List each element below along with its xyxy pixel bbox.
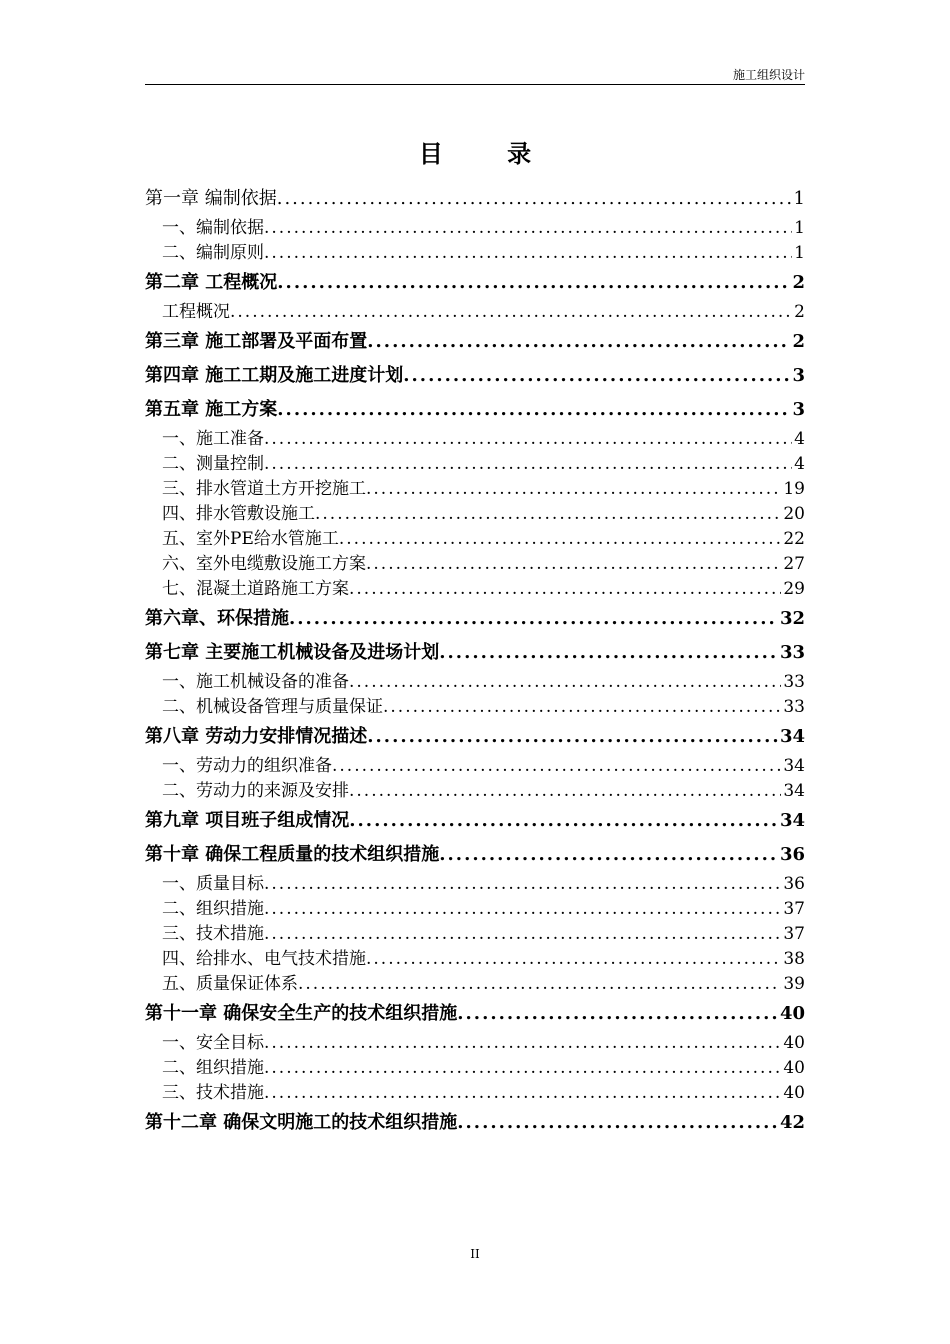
toc-section-entry[interactable] bbox=[145, 216, 805, 241]
toc-section-entry[interactable] bbox=[145, 754, 805, 779]
toc-section-entry[interactable] bbox=[145, 477, 805, 502]
toc-chapter-entry[interactable] bbox=[145, 1106, 805, 1140]
toc-chapter-entry[interactable] bbox=[145, 266, 805, 300]
toc-dot-leader bbox=[264, 872, 781, 897]
toc-entry-page: 39 bbox=[783, 974, 805, 994]
toc-entry-page: 27 bbox=[783, 554, 805, 574]
toc-entry-title: 三、技术措施 bbox=[162, 924, 264, 944]
toc-dot-leader bbox=[264, 922, 781, 947]
toc-dot-leader bbox=[366, 477, 781, 502]
toc-entry-title: 第九章 项目班子组成情况 bbox=[145, 810, 350, 831]
toc-dot-leader bbox=[457, 997, 778, 1031]
toc-chapter-entry[interactable] bbox=[145, 602, 805, 636]
toc-section-entry[interactable] bbox=[145, 872, 805, 897]
toc-dot-leader bbox=[367, 325, 790, 359]
toc-entry-title: 第三章 施工部署及平面布置 bbox=[145, 331, 368, 352]
toc-chapter-entry[interactable] bbox=[145, 359, 805, 393]
toc-dot-leader bbox=[264, 897, 781, 922]
toc-entry-title: 一、安全目标 bbox=[162, 1033, 264, 1053]
toc-dot-leader bbox=[349, 804, 778, 838]
toc-dot-leader bbox=[315, 502, 781, 527]
toc-entry-title: 第八章 劳动力安排情况描述 bbox=[145, 726, 368, 747]
toc-entry-page: 2 bbox=[792, 272, 805, 293]
toc-section-entry[interactable] bbox=[145, 241, 805, 266]
toc-section-entry[interactable] bbox=[145, 897, 805, 922]
toc-entry-title: 工程概况 bbox=[162, 302, 230, 322]
toc-dot-leader bbox=[457, 1106, 778, 1140]
toc-entry-page: 33 bbox=[783, 672, 805, 692]
toc-section-entry[interactable] bbox=[145, 552, 805, 577]
toc-entry-page: 29 bbox=[783, 579, 805, 599]
toc-entry-title: 一、施工准备 bbox=[162, 429, 264, 449]
toc-entry-page: 37 bbox=[783, 899, 805, 919]
toc-title: 目 录 bbox=[418, 139, 560, 168]
toc-dot-leader bbox=[264, 1081, 781, 1106]
toc-section-entry[interactable] bbox=[145, 1031, 805, 1056]
toc-entry-title: 第四章 施工工期及施工进度计划 bbox=[145, 365, 404, 386]
toc-entry-page: 36 bbox=[779, 844, 805, 865]
toc-dot-leader bbox=[439, 838, 778, 872]
toc-dot-leader bbox=[264, 427, 792, 452]
toc-entry-page: 34 bbox=[783, 781, 805, 801]
toc-entry-title: 二、机械设备管理与质量保证 bbox=[162, 697, 383, 717]
toc-chapter-entry[interactable] bbox=[145, 804, 805, 838]
toc-entry-title: 第十章 确保工程质量的技术组织措施 bbox=[145, 844, 440, 865]
toc-dot-leader bbox=[230, 300, 792, 325]
toc-entry-title: 第十一章 确保安全生产的技术组织措施 bbox=[145, 1003, 458, 1024]
toc-entry-page: 33 bbox=[783, 697, 805, 717]
toc-entry-page: 42 bbox=[779, 1112, 805, 1133]
toc-dot-leader bbox=[277, 266, 790, 300]
toc-dot-leader bbox=[366, 552, 781, 577]
toc-entry-title: 七、混凝土道路施工方案 bbox=[162, 579, 349, 599]
toc-entry-page: 40 bbox=[783, 1033, 805, 1053]
toc-section-entry[interactable] bbox=[145, 972, 805, 997]
toc-entry-page: 32 bbox=[779, 608, 805, 629]
toc-dot-leader bbox=[349, 577, 781, 602]
page-number: II bbox=[470, 1247, 480, 1261]
toc-entry-title: 第十二章 确保文明施工的技术组织措施 bbox=[145, 1112, 458, 1133]
toc-entry-page: 2 bbox=[794, 302, 805, 322]
toc-dot-leader bbox=[439, 636, 778, 670]
toc-dot-leader bbox=[366, 947, 781, 972]
toc-section-entry[interactable] bbox=[145, 300, 805, 325]
toc-section-entry[interactable] bbox=[145, 577, 805, 602]
toc-entry-page: 4 bbox=[794, 429, 805, 449]
toc-entry-page: 36 bbox=[783, 874, 805, 894]
toc-dot-leader bbox=[339, 527, 782, 552]
toc-entry-page: 3 bbox=[792, 365, 805, 386]
toc-section-entry[interactable] bbox=[145, 947, 805, 972]
toc-entry-page: 34 bbox=[783, 756, 805, 776]
toc-entry-page: 34 bbox=[779, 726, 805, 747]
toc-entry-page: 1 bbox=[794, 218, 805, 238]
toc-dot-leader bbox=[264, 452, 792, 477]
toc-entry-page: 22 bbox=[783, 529, 805, 549]
toc-entry-title: 第二章 工程概况 bbox=[145, 272, 278, 293]
toc-entry-page: 34 bbox=[779, 810, 805, 831]
toc-entry-page: 40 bbox=[783, 1058, 805, 1078]
toc-dot-leader bbox=[277, 393, 790, 427]
toc-chapter-entry[interactable] bbox=[145, 720, 805, 754]
toc-entry-page: 1 bbox=[793, 188, 805, 209]
toc-section-entry[interactable] bbox=[145, 1056, 805, 1081]
toc-entry-page: 2 bbox=[792, 331, 805, 352]
toc-section-entry[interactable] bbox=[145, 527, 805, 552]
toc-entry-title: 四、排水管敷设施工 bbox=[162, 504, 315, 524]
header-rule bbox=[145, 84, 805, 85]
toc-entry-title: 第五章 施工方案 bbox=[145, 399, 278, 420]
toc-dot-leader bbox=[298, 972, 781, 997]
toc-entry-title: 三、技术措施 bbox=[162, 1083, 264, 1103]
toc-dot-leader bbox=[332, 754, 781, 779]
toc-entry-page: 19 bbox=[783, 479, 805, 499]
toc-entry-page: 3 bbox=[792, 399, 805, 420]
toc-entry-title: 一、劳动力的组织准备 bbox=[162, 756, 332, 776]
toc-entry-title: 第六章、环保措施 bbox=[145, 608, 289, 629]
toc-dot-leader bbox=[264, 241, 792, 266]
toc-chapter-entry[interactable] bbox=[145, 393, 805, 427]
toc-entry-title: 五、质量保证体系 bbox=[162, 974, 298, 994]
toc-section-entry[interactable] bbox=[145, 670, 805, 695]
toc-section-entry[interactable] bbox=[145, 452, 805, 477]
toc-entry-title: 二、编制原则 bbox=[162, 243, 264, 263]
toc-entry-page: 1 bbox=[794, 243, 805, 263]
toc-entry-title: 一、施工机械设备的准备 bbox=[162, 672, 349, 692]
toc-chapter-entry[interactable] bbox=[145, 325, 805, 359]
toc-chapter-entry[interactable] bbox=[145, 182, 805, 216]
toc-entry-title: 二、组织措施 bbox=[162, 899, 264, 919]
toc-entry-title: 二、组织措施 bbox=[162, 1058, 264, 1078]
toc-entry-page: 40 bbox=[779, 1003, 805, 1024]
toc-chapter-entry[interactable] bbox=[145, 997, 805, 1031]
toc-section-entry[interactable] bbox=[145, 502, 805, 527]
toc-entry-page: 33 bbox=[779, 642, 805, 663]
toc-entry-title: 一、编制依据 bbox=[162, 218, 264, 238]
toc-dot-leader bbox=[264, 1056, 781, 1081]
toc-chapter-entry[interactable] bbox=[145, 838, 805, 872]
toc-entry-title: 一、质量目标 bbox=[162, 874, 264, 894]
toc-entry-title: 第七章 主要施工机械设备及进场计划 bbox=[145, 642, 440, 663]
toc-entry-title: 四、给排水、电气技术措施 bbox=[162, 949, 366, 969]
toc-section-entry[interactable] bbox=[145, 779, 805, 804]
toc-entry-title: 第一章 编制依据 bbox=[145, 188, 277, 209]
toc-dot-leader bbox=[289, 602, 778, 636]
toc-entry-page: 40 bbox=[783, 1083, 805, 1103]
toc-section-entry[interactable] bbox=[145, 427, 805, 452]
toc-entry-page: 37 bbox=[783, 924, 805, 944]
toc-dot-leader bbox=[264, 1031, 781, 1056]
toc-entry-title: 二、测量控制 bbox=[162, 454, 264, 474]
table-of-contents bbox=[145, 182, 805, 1140]
toc-entry-page: 38 bbox=[783, 949, 805, 969]
toc-entry-page: 20 bbox=[783, 504, 805, 524]
toc-dot-leader bbox=[349, 779, 781, 804]
toc-entry-title: 五、室外PE给水管施工 bbox=[162, 529, 339, 549]
toc-dot-leader bbox=[367, 720, 778, 754]
toc-entry-title: 六、室外电缆敷设施工方案 bbox=[162, 554, 366, 574]
toc-section-entry[interactable] bbox=[145, 695, 805, 720]
toc-dot-leader bbox=[403, 359, 790, 393]
toc-dot-leader bbox=[383, 695, 781, 720]
toc-entry-title: 二、劳动力的来源及安排 bbox=[162, 781, 349, 801]
toc-dot-leader bbox=[264, 216, 792, 241]
toc-dot-leader bbox=[277, 182, 792, 216]
toc-entry-page: 4 bbox=[794, 454, 805, 474]
running-header-title: 施工组织设计 bbox=[732, 68, 805, 82]
toc-entry-title: 三、排水管道土方开挖施工 bbox=[162, 479, 366, 499]
toc-section-entry[interactable] bbox=[145, 1081, 805, 1106]
toc-section-entry[interactable] bbox=[145, 922, 805, 947]
toc-chapter-entry[interactable] bbox=[145, 636, 805, 670]
toc-dot-leader bbox=[349, 670, 781, 695]
